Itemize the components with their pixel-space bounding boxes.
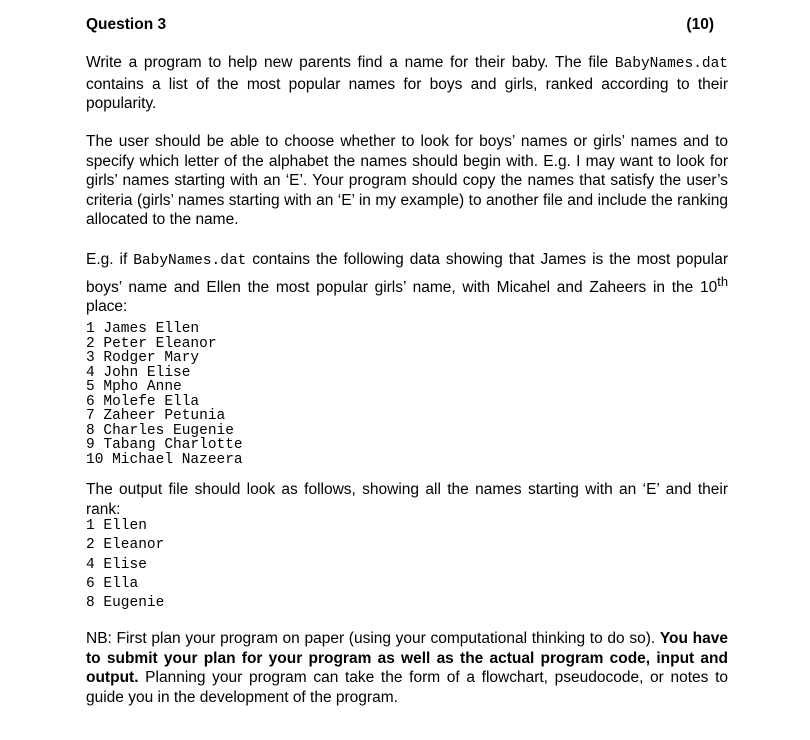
data-line: 3 Rodger Mary (86, 350, 200, 366)
intro-paragraph: Write a program to help new parents find a name for their baby. The file BabyNames.dat contains a list of the most popular names for boys and girls, ranked according to their popularity. (86, 54, 728, 112)
output-line: 6 Ella (86, 575, 139, 592)
output-description: The output file should look as follows, showing all the names starting with an ‘E’ and their rank: (86, 481, 728, 518)
output-line: 1 Ellen (86, 518, 147, 534)
filename: BabyNames.dat (133, 253, 247, 269)
question-marks: (10) (686, 16, 714, 33)
data-line: 7 Zaheer Petunia (86, 408, 226, 424)
data-line: 1 James Ellen (86, 321, 200, 337)
data-line: 6 Molefe Ella (86, 393, 200, 410)
data-line: 9 Tabang Charlotte (86, 437, 243, 453)
data-listing (86, 322, 243, 467)
data-line: 8 Charles Eugenie (86, 422, 234, 439)
data-line: 10 Michael Nazeera (86, 451, 243, 468)
output-line: 8 Eugenie (86, 595, 165, 612)
data-line: 2 Peter Eleanor (86, 335, 217, 352)
note-emphasis: You have to submit your plan for your program as well as the actual program code, input and output. (86, 630, 728, 686)
requirements-paragraph: The user should be able to choose whether to look for boys’ names or girls’ names and to specify which letter of the alphabet the names should begin with. E.g. I may want to look for girls’ names starting with an ‘E’. Your program should copy the names that satisfy the user’s criteria (girls’ names starting with an ‘E’ in my example) to another file and include the ranking allocated to the name. (86, 133, 728, 228)
note-paragraph: NB: First plan your program on paper (using your computational thinking to do so). You have to submit your plan for your program as well as the actual program code, input and output. Planning your program can take the form of a flowchart, pseudocode, or notes to guide you in the development of the program. (86, 630, 728, 706)
data-line: 5 Mpho Anne (86, 379, 182, 395)
question-title: Question 3 (86, 16, 167, 33)
example-paragraph: E.g. if BabyNames.dat contains the following data showing that James is the most popular boys’ name and Ellen the most popular girls’ name, with Micahel and Zaheers in the 10th place: (86, 251, 728, 316)
output-line: 2 Eleanor (86, 537, 165, 554)
question-header (86, 16, 714, 34)
ordinal-suffix: th (717, 273, 728, 289)
output-listing (86, 517, 164, 613)
data-line: 4 John Elise (86, 364, 191, 381)
output-line: 4 Elise (86, 556, 147, 573)
filename: BabyNames.dat (614, 56, 728, 72)
